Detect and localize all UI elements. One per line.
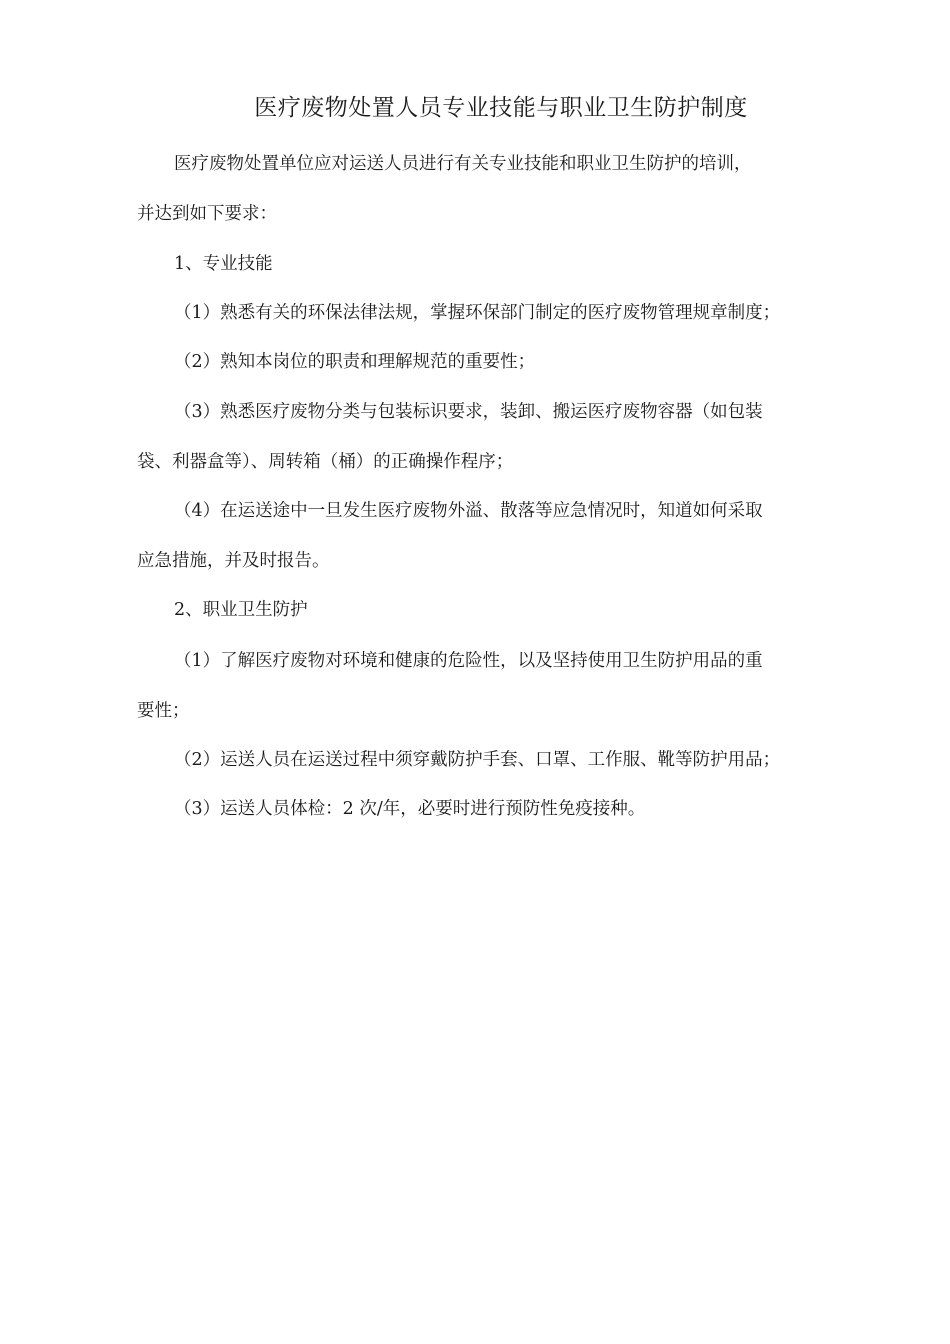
intro-paragraph-line-2: 并达到如下要求： <box>137 204 277 224</box>
health-item-1-line-2: 要性； <box>137 701 190 721</box>
health-item-1-line-1: （1）了解医疗废物对环境和健康的危险性，以及坚持使用卫生防护用品的重 <box>174 651 763 671</box>
skills-item-4-line-2: 应急措施，并及时报告。 <box>137 551 330 571</box>
health-item-2: （2）运送人员在运送过程中须穿戴防护手套、口罩、工作服、靴等防护用品； <box>174 750 781 770</box>
skills-item-4-line-1: （4）在运送途中一旦发生医疗废物外溢、散落等应急情况时，知道如何采取 <box>174 501 763 521</box>
skills-item-3-line-2: 袋、利器盒等）、周转箱（桶）的正确操作程序； <box>137 452 514 472</box>
health-item-3: （3）运送人员体检：2 次/年，必要时进行预防性免疫接种。 <box>174 799 646 819</box>
skills-item-2: （2）熟知本岗位的职责和理解规范的重要性； <box>174 352 536 372</box>
intro-paragraph-line-1: 医疗废物处置单位应对运送人员进行有关专业技能和职业卫生防护的培训， <box>174 154 752 174</box>
section-heading-occupational-health: 2、职业卫生防护 <box>174 600 308 620</box>
skills-item-1: （1）熟悉有关的环保法律法规，掌握环保部门制定的医疗废物管理规章制度； <box>174 303 781 323</box>
document-title: 医疗废物处置人员专业技能与职业卫生防护制度 <box>254 95 748 121</box>
section-heading-professional-skills: 1、专业技能 <box>174 254 273 274</box>
skills-item-3-line-1: （3）熟悉医疗废物分类与包装标识要求，装卸、搬运医疗废物容器（如包装 <box>174 402 763 422</box>
